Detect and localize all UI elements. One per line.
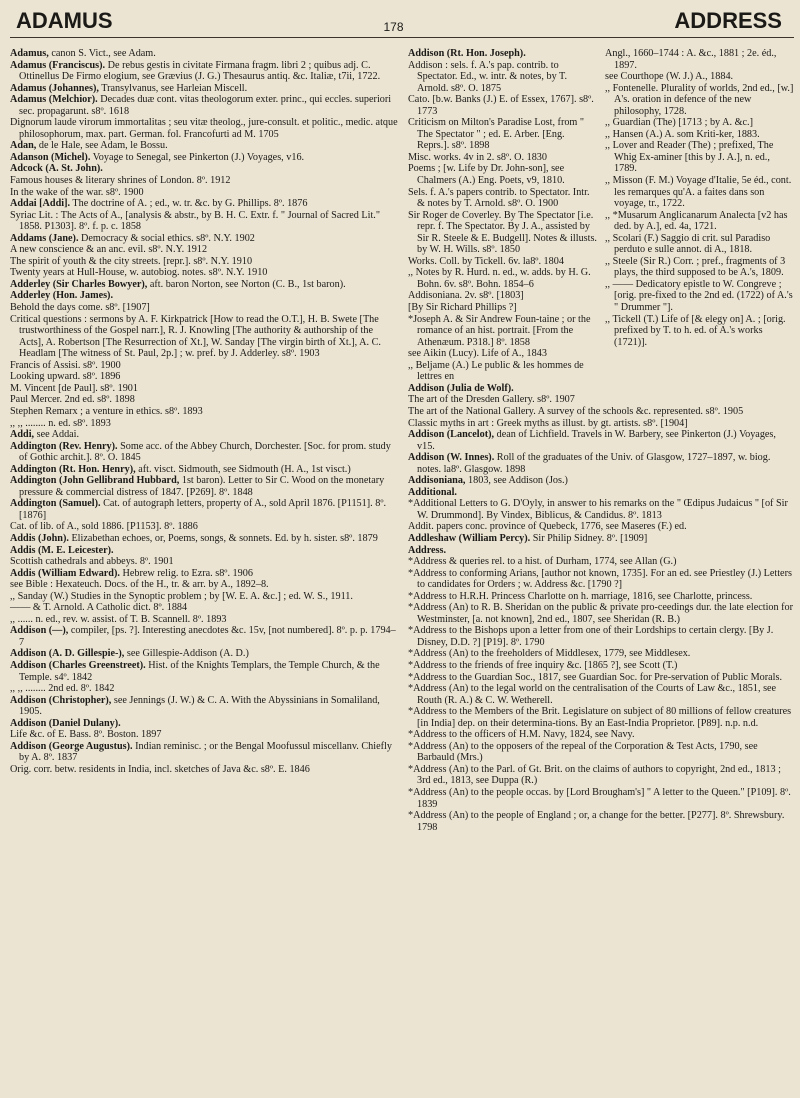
entry-heading: Adderley (Sir Charles Bowyer), bbox=[10, 278, 148, 290]
entry-text: de le Hale, see Adam, le Bossu. bbox=[36, 140, 168, 152]
entry-heading: Addison (Lancelot), bbox=[408, 429, 495, 441]
entry-text: see Addai. bbox=[34, 429, 80, 441]
entry-text: *Address (An) to the people occas. by [Lord Brougham's] " A letter to the Queen." [P109]. 8º. 1839 bbox=[408, 787, 791, 810]
entry-text: Misc. works. 4v in 2. s8º. O. 1830 bbox=[408, 151, 547, 163]
entry-text: Poems ; [w. Life by Dr. John-son], see Chalmers (A.) Eng. Poets, v9, 1810. bbox=[408, 163, 565, 187]
catalogue-entry bbox=[408, 360, 597, 383]
catalogue-entry bbox=[605, 140, 794, 175]
catalogue-entry bbox=[10, 441, 398, 464]
entry-heading: Addis (M. E. Leicester). bbox=[10, 544, 114, 556]
entry-heading: Adanson (Michel). bbox=[10, 151, 91, 163]
entry-text: *Additional Letters to G. D'Oyly, in answer to his remarks on the " Œdipus Judaicus " [of Sir W. Drummond]. By Vindex, Biblicus, & Candidus. 8º. 1813 bbox=[408, 498, 788, 521]
entry-text: ,, Guardian (The) [1713 ; by A. &c.] bbox=[605, 117, 753, 129]
catalogue-entry bbox=[408, 267, 597, 290]
catalogue-entry bbox=[10, 279, 398, 291]
catalogue-entry bbox=[10, 718, 398, 730]
catalogue-entry bbox=[605, 117, 794, 129]
entry-heading: Addison (Julia de Wolf). bbox=[408, 382, 514, 394]
catalogue-entry bbox=[408, 210, 597, 256]
entry-text: *Address (An) to the legal world on the centralisation of the Courts of Law &c., 1851, see Routh (R. A.) & C. W. Wetherell. bbox=[408, 683, 777, 706]
entry-heading: Addington (Rev. Henry). bbox=[10, 440, 118, 452]
header-page-number: 178 bbox=[383, 20, 404, 34]
catalogue-entry bbox=[408, 302, 597, 314]
entry-text: Cato. [b.w. Banks (J.) E. of Essex, 1767]. s8º. 1773 bbox=[408, 94, 594, 117]
entry-text: Paul Mercer. 2nd ed. s8º. 1898 bbox=[10, 394, 135, 406]
entry-text: The art of the National Gallery. A survey of the schools &c. represented. s8º. 1905 bbox=[408, 405, 744, 417]
catalogue-entry bbox=[10, 140, 398, 152]
entry-heading: Adamus (Johannes), bbox=[10, 82, 99, 94]
entry-heading: Addi, bbox=[10, 429, 35, 441]
catalogue-entry bbox=[605, 279, 794, 314]
entry-text: Orig. corr. betw. residents in India, incl. sketches of Java &c. s8º. E. 1846 bbox=[10, 763, 310, 775]
catalogue-entry bbox=[10, 568, 398, 580]
entry-text: Francis of Assisi. s8º. 1900 bbox=[10, 359, 121, 371]
entry-heading: Adan, bbox=[10, 140, 37, 152]
entry-text: The spirit of youth & the city streets. [repr.]. s8º. N.Y. 1910 bbox=[10, 255, 253, 267]
entry-text: *Address (An) to R. B. Sheridan on the public & private pro-ceedings dur. the late election for Westminster, [a. not known], 2nd ed., 1807, see Sheridan (R. B.) bbox=[408, 602, 794, 625]
entry-text: *Address to H.R.H. Princess Charlotte on h. marriage, 1816, see Charlotte, princess. bbox=[408, 590, 753, 602]
entry-text: see Bible : Hexateuch. Docs. of the H., tr. & arr. by A., 1892–8. bbox=[10, 579, 269, 591]
entry-heading: Addison (George Augustus). bbox=[10, 740, 133, 752]
catalogue-entry bbox=[10, 614, 398, 626]
entry-text: Addisoniana. 2v. s8º. [1803] bbox=[408, 290, 524, 302]
entry-text: Addit. papers conc. province of Quebeck, 1776, see Maseres (F.) ed. bbox=[408, 521, 687, 533]
catalogue-entry bbox=[408, 683, 794, 706]
entry-text: *Address (An) to the opposers of the repeal of the Corporation & Test Acts, 1790, see Barbauld (Mrs.) bbox=[408, 740, 758, 764]
entry-heading: Address. bbox=[408, 544, 447, 556]
catalogue-entry bbox=[10, 429, 398, 441]
left-column bbox=[10, 48, 398, 833]
catalogue-entry bbox=[605, 71, 794, 83]
entry-text: A new conscience & an anc. evil. s8º. N.Y. 1912 bbox=[10, 244, 208, 256]
catalogue-entry bbox=[10, 175, 398, 187]
entry-text: Sir Philip Sidney. 8º. [1909] bbox=[530, 532, 648, 544]
catalogue-entry bbox=[10, 556, 398, 568]
catalogue-entry bbox=[605, 256, 794, 279]
catalogue-entry bbox=[408, 60, 597, 95]
catalogue-entry bbox=[408, 418, 794, 430]
entry-heading: Addleshaw (William Percy). bbox=[408, 532, 531, 544]
entry-text: ,, Tickell (T.) Life of [& elegy on] A. ; [orig. prefixed by T. to h. ed. of A.'s works (1721)]. bbox=[605, 313, 786, 348]
catalogue-entry bbox=[408, 348, 597, 360]
entry-text: Twenty years at Hull-House, w. autobiog. notes. s8º. N.Y. 1910 bbox=[10, 267, 268, 279]
catalogue-entry bbox=[408, 452, 794, 475]
entry-text: *Address (An) to the people of England ; or, a change for the better. [P277]. 8º. Shrewsbury. 1798 bbox=[408, 810, 785, 833]
catalogue-entry bbox=[408, 660, 794, 672]
catalogue-entry bbox=[10, 695, 398, 718]
entry-heading: Addison (A. D. Gillespie-), bbox=[10, 648, 125, 660]
entry-text: Sir Roger de Coverley. By The Spectator [i.e. repr. f. The Spectator. By J. A., assisted by Sir R. Steele & E. Budgell]. Notes & illusts. by W. H. Wills. s8º. 1850 bbox=[408, 209, 597, 256]
entry-heading: Addison (Christopher), bbox=[10, 694, 112, 706]
entry-text: ,, ,, ........ n. ed. s8º. 1893 bbox=[10, 417, 111, 429]
catalogue-entry bbox=[10, 302, 398, 314]
catalogue-entry bbox=[10, 233, 398, 245]
entry-text: *Address to the Guardian Soc., 1817, see Guardian Soc. for Pre-servation of Public Morals. bbox=[408, 671, 783, 683]
catalogue-entry bbox=[605, 175, 794, 210]
entry-text: Transylvanus, see Harleian Miscell. bbox=[98, 82, 248, 94]
entry-text: ,, Lover and Reader (The) ; prefixed, The Whig Ex-aminer [this by J. A.], n. ed., 1789. bbox=[605, 140, 774, 175]
catalogue-entry bbox=[10, 406, 398, 418]
catalogue-entry bbox=[408, 545, 794, 557]
entry-text: *Address to the Members of the Brit. Legislature on subject of 80 millions of fellow creatures [in India] dep. on their determina-tions. By an East-India Proprietor. [P89]. n.p. n.d. bbox=[408, 706, 792, 729]
catalogue-entry bbox=[408, 290, 597, 302]
catalogue-entry bbox=[605, 210, 794, 233]
entry-text: see Aikin (Lucy). Life of A., 1843 bbox=[408, 348, 547, 360]
entry-text: Sels. f. A.'s papers contrib. to Spectator. Intr. & notes by T. Arnold. s8º. O. 1900 bbox=[408, 186, 590, 210]
catalogue-entry bbox=[10, 256, 398, 268]
catalogue-entry bbox=[10, 210, 398, 233]
entry-text: Behold the days come. s8º. [1907] bbox=[10, 302, 150, 314]
entry-heading: Addai [Addi]. bbox=[10, 198, 71, 210]
entry-text: Classic myths in art : Greek myths as illust. by gt. artists. s8º. [1904] bbox=[408, 417, 688, 429]
catalogue-entry bbox=[10, 244, 398, 256]
catalogue-entry bbox=[10, 94, 398, 117]
entry-text: In the wake of the war. s8º. 1900 bbox=[10, 186, 144, 198]
catalogue-entry bbox=[408, 602, 794, 625]
entry-text: Cat. of autograph letters, property of A., sold April 1876. [P1151]. 8º. [1876] bbox=[19, 498, 387, 521]
catalogue-entry bbox=[408, 648, 794, 660]
entry-text: Criticism on Milton's Paradise Lost, from " The Spectator " ; ed. E. Arber. [Eng. Reprs.]. s8º. 1898 bbox=[408, 117, 585, 152]
catalogue-entry bbox=[408, 625, 794, 648]
right-column bbox=[408, 48, 794, 833]
catalogue-entry bbox=[408, 94, 597, 117]
entry-text: ,, Fontenelle. Plurality of worlds, 2nd ed., [w.] A's. oration in defence of the new philosophy, 1728. bbox=[605, 82, 794, 117]
entry-text: ,, Scolari (F.) Saggio di crit. sul Paradiso perduto e sulle annot. di A., 1818. bbox=[605, 232, 771, 256]
running-header bbox=[10, 0, 794, 38]
catalogue-entry bbox=[10, 591, 398, 603]
entry-text: *Address to the officers of H.M. Navy, 1824, see Navy. bbox=[408, 729, 635, 741]
catalogue-entry bbox=[10, 360, 398, 372]
entry-heading: Addison (W. Innes). bbox=[408, 452, 495, 464]
catalogue-entry bbox=[10, 371, 398, 383]
entry-heading: Addisoniana, bbox=[408, 475, 466, 487]
catalogue-entry bbox=[10, 498, 398, 521]
catalogue-entry bbox=[10, 198, 398, 210]
entry-text: M. Vincent [de Paul]. s8º. 1901 bbox=[10, 382, 138, 394]
catalogue-entry bbox=[408, 48, 597, 60]
catalogue-entry bbox=[605, 48, 794, 71]
catalogue-entry bbox=[10, 533, 398, 545]
entry-text: *Address to the Bishops upon a letter from one of their Lordships to certain clergy. [By J. Disney, D.D. ?] [P19]. 8º. 1790 bbox=[408, 625, 774, 648]
entry-text: Elizabethan echoes, or, Poems, songs, & sonnets. Ed. by h. sister. s8º. 1879 bbox=[68, 532, 378, 544]
entry-text: ,, ,, ........ 2nd ed. 8º. 1842 bbox=[10, 683, 115, 695]
catalogue-entry bbox=[10, 545, 398, 557]
entry-text: The doctrine of A. ; ed., w. tr. &c. by G. Phillips. 8º. 1876 bbox=[70, 198, 308, 210]
entry-text: Decades duæ cont. vitas theologorum exter. princ., qui eccles. superiori sec. propagarunt. s8º. 1618 bbox=[19, 94, 392, 117]
entry-heading: Additional. bbox=[408, 486, 457, 498]
entry-heading: Adcock (A. St. John). bbox=[10, 163, 103, 175]
entry-text: [By Sir Richard Phillips ?] bbox=[408, 302, 517, 314]
entry-heading: Addington (John Gellibrand Hubbard, bbox=[10, 475, 180, 487]
catalogue-entry bbox=[408, 741, 794, 764]
catalogue-entry bbox=[408, 383, 794, 395]
catalogue-entry bbox=[408, 764, 794, 787]
catalogue-entry bbox=[10, 729, 398, 741]
entry-text: ,, ...... n. ed., rev. w. assist. of T. B. Scannell. 8º. 1893 bbox=[10, 613, 227, 625]
catalogue-entry bbox=[10, 764, 398, 776]
entry-text: canon S. Vict., see Adam. bbox=[48, 48, 156, 59]
catalogue-entry bbox=[605, 233, 794, 256]
entry-text: 1803, see Addison (Jos.) bbox=[465, 475, 568, 487]
entry-text: Cat. of lib. of A., sold 1886. [P1153]. 8º. 1886 bbox=[10, 521, 198, 533]
entry-text: aft. baron Norton, see Norton (C. B., 1st baron). bbox=[147, 278, 346, 290]
catalogue-entry bbox=[10, 418, 398, 430]
catalogue-entry bbox=[605, 129, 794, 141]
catalogue-entry bbox=[10, 383, 398, 395]
catalogue-entry bbox=[605, 314, 794, 349]
entry-heading: Addison (Charles Greenstreet). bbox=[10, 659, 146, 671]
entry-text: *Joseph A. & Sir Andrew Foun-taine ; or the romance of an hist. portrait. [From the Athenæum. P318.] 8º. 1858 bbox=[408, 313, 591, 348]
entry-text: Roll of the graduates of the Univ. of Glasgow, 1727–1897, w. biog. notes. la8º. Glasgow. 1898 bbox=[417, 452, 771, 475]
entry-text: see Courthope (W. J.) A., 1884. bbox=[605, 71, 734, 83]
entry-text: see Jennings (J. W.) & C. A. With the Abyssinians in Somaliland, 1905. bbox=[19, 694, 380, 718]
entry-text: *Address & queries rel. to a hist. of Durham, 1774, see Allan (G.) bbox=[408, 556, 677, 568]
catalogue-entry bbox=[10, 290, 398, 302]
catalogue-entry bbox=[408, 706, 794, 729]
catalogue-entry bbox=[10, 741, 398, 764]
entry-text: Addison : sels. f. A.'s pap. contrib. to Spectator. Ed., w. intr. & notes, by T. Arnold. s8º. O. 1875 bbox=[408, 59, 568, 94]
wide-block bbox=[408, 383, 794, 833]
entry-heading: Adamus (Melchior). bbox=[10, 94, 98, 106]
entry-text: Life &c. of E. Bass. 8º. Boston. 1897 bbox=[10, 729, 162, 741]
catalogue-entry bbox=[408, 475, 794, 487]
catalogue-entry bbox=[10, 267, 398, 279]
catalogue-entry bbox=[408, 787, 794, 810]
catalogue-entry bbox=[10, 394, 398, 406]
catalogue-entry bbox=[10, 464, 398, 476]
entry-text: —— & T. Arnold. A Catholic dict. 8º. 1884 bbox=[10, 602, 188, 614]
entry-heading: Addams (Jane). bbox=[10, 232, 79, 244]
entry-text: *Address (An) to the Parl. of Gt. Brit. on the claims of authors to copyright, 2nd ed., 1813 ; 3rd ed., 1813, see Duppa (R.) bbox=[408, 763, 781, 787]
catalogue-entry bbox=[408, 406, 794, 418]
catalogue-entry bbox=[408, 498, 794, 521]
entry-heading: Addison (Rt. Hon. Joseph). bbox=[408, 48, 526, 59]
catalogue-entry bbox=[408, 729, 794, 741]
entry-text: ,, Sanday (W.) Studies in the Synoptic problem ; by [W. E. A. &c.] ; ed. W. S., 1911. bbox=[10, 590, 353, 602]
catalogue-entry bbox=[408, 163, 597, 186]
catalogue-entry bbox=[10, 579, 398, 591]
catalogue-entry bbox=[10, 314, 398, 360]
entry-text: Some acc. of the Abbey Church, Dorchester. [Soc. for prom. study of Gothic archit.]. 8º. O. 1845 bbox=[19, 440, 391, 464]
entry-text: *Address to the friends of free inquiry &c. [1865 ?], see Scott (T.) bbox=[408, 659, 678, 671]
entry-heading: Adamus (Franciscus). bbox=[10, 59, 106, 71]
catalogue-entry bbox=[10, 683, 398, 695]
entry-text: compiler, [ps. ?]. Interesting anecdotes &c. 15v, [not numbered]. 8º. p. p. 1794–7 bbox=[19, 625, 396, 648]
entry-text: see Gillespie-Addison (A. D.) bbox=[124, 648, 249, 660]
catalogue-entry bbox=[10, 83, 398, 95]
catalogue-entry bbox=[605, 83, 794, 118]
entry-text: Angl., 1660–1744 : A. &c., 1881 ; 2e. éd., 1897. bbox=[605, 48, 777, 71]
entry-heading: Addis (John). bbox=[10, 532, 69, 544]
entry-text: De rebus gestis in civitate Firmana fragm. libri 2 ; quibus adj. C. Ottinellus De Firmo elogium, see Grævius (J. G.) Thesaurus antiq. &c. Italiæ, t7ii, 1722. bbox=[19, 59, 381, 83]
entry-text: The art of the Dresden Gallery. s8º. 1907 bbox=[408, 394, 575, 406]
mid-subcolumn bbox=[408, 48, 597, 383]
catalogue-entry bbox=[408, 117, 597, 152]
catalogue-entry bbox=[10, 117, 398, 140]
entry-text: ,, Hansen (A.) A. som Kriti-ker, 1883. bbox=[605, 128, 760, 140]
entry-text: *Address (An) to the freeholders of Middlesex, 1779, see Middlesex. bbox=[408, 648, 691, 660]
entry-text: Hist. of the Knights Templars, the Temple Church, & the Temple. s4º. 1842 bbox=[19, 659, 380, 683]
entry-text: ,, Notes by R. Hurd. n. ed., w. adds. by H. G. Bohn. 6v. s8º. Bohn. 1854–6 bbox=[408, 267, 591, 290]
catalogue-entry bbox=[408, 591, 794, 603]
catalogue-entry bbox=[408, 256, 597, 268]
entry-text: ,, *Musarum Anglicanarum Analecta [v2 has ded. by A.], ed. 4a, 1721. bbox=[605, 209, 788, 233]
entry-heading: Addis (William Edward). bbox=[10, 567, 120, 579]
catalogue-entry bbox=[408, 568, 794, 591]
entry-heading: Addington (Samuel). bbox=[10, 498, 101, 510]
catalogue-entry bbox=[10, 187, 398, 199]
entry-text: Critical questions : sermons by A. F. Kirkpatrick [How to read the O.T.], H. B. Swete [The trustworthiness of the Gospel narr.], R. J. Knowling [The authority & authorship of the Acts], A. Robertson [The Resurrection of Xt.], W. Sanday [The virgin birth of Xt.], A. C. Headlam [The witness of St. Paul, 2p.] ; w. pref. by J. Adderley. s8º. 1903 bbox=[10, 313, 381, 360]
catalogue-entry bbox=[408, 672, 794, 684]
catalogue-entry bbox=[10, 152, 398, 164]
catalogue-entry bbox=[10, 660, 398, 683]
header-right: ADDRESS bbox=[674, 8, 782, 33]
header-left: ADAMUS bbox=[16, 8, 113, 33]
entry-text: ,, Steele (Sir R.) Corr. ; pref., fragments of 3 plays, the third supposed to be A.'s, 1809. bbox=[605, 255, 786, 279]
catalogue-entry bbox=[408, 521, 794, 533]
catalogue-entry bbox=[10, 163, 398, 175]
catalogue-entry bbox=[10, 48, 398, 60]
entry-text: Dignorum laude virorum immortalitas ; seu vitæ theolog., jure-consult. et politic., medic. atque philosophorum, max. part. German. fol. Francofurti ad M. 1705 bbox=[10, 117, 398, 140]
catalogue-entry bbox=[408, 429, 794, 452]
entry-text: Works. Coll. by Tickell. 6v. la8º. 1804 bbox=[408, 255, 564, 267]
catalogue-entry bbox=[10, 475, 398, 498]
entry-text: Famous houses & literary shrines of London. 8º. 1912 bbox=[10, 175, 231, 187]
catalogue-entry bbox=[408, 810, 794, 833]
catalogue-entry bbox=[408, 533, 794, 545]
catalogue-entry bbox=[10, 602, 398, 614]
catalogue-entry bbox=[408, 314, 597, 349]
entry-text: ,, Beljame (A.) Le public & les hommes de lettres en bbox=[408, 359, 584, 383]
entry-text: ,, —— Dedicatory epistle to W. Congreve ; [orig. pre-fixed to the 2nd ed. (1722) of A.'s " Drummer "]. bbox=[605, 278, 793, 314]
entry-text: Democracy & social ethics. s8º. N.Y. 1902 bbox=[78, 232, 255, 244]
entry-text: Scottish cathedrals and abbeys. 8º. 1901 bbox=[10, 556, 174, 568]
entry-text: Stephen Remarx ; a venture in ethics. s8º. 1893 bbox=[10, 405, 203, 417]
catalogue-entry bbox=[10, 625, 398, 648]
catalogue-entry bbox=[408, 152, 597, 164]
entry-heading: Addington (Rt. Hon. Henry), bbox=[10, 463, 136, 475]
catalogue-entry bbox=[408, 394, 794, 406]
catalogue-entry bbox=[408, 187, 597, 210]
entry-text: Indian reminisc. ; or the Bengal Moofussul miscellanv. Chiefly by A. 8º. 1837 bbox=[19, 740, 392, 764]
entry-text: 1st baron). Letter to Sir C. Wood on the monetary pressure & commercial distress of 1847. [P269]. 8º. 1848 bbox=[19, 475, 385, 498]
entry-heading: Adamus, bbox=[10, 48, 49, 59]
catalogue-entry bbox=[408, 556, 794, 568]
right-subcolumn bbox=[605, 48, 794, 383]
catalogue-entry bbox=[408, 487, 794, 499]
catalogue-entry bbox=[10, 648, 398, 660]
entry-text: Hebrew relig. to Ezra. s8º. 1906 bbox=[119, 567, 253, 579]
entry-heading: Addison (Daniel Dulany). bbox=[10, 717, 121, 729]
entry-heading: Adderley (Hon. James). bbox=[10, 290, 113, 302]
entry-text: *Address to conforming Arians, [author not known, 1735]. For an ed. see Priestley (J.) Letters to candidates for Orders ; w. Address &c. [1790 ?] bbox=[408, 567, 792, 591]
entry-text: Looking upward. s8º. 1896 bbox=[10, 371, 121, 383]
entry-heading: Addison (—), bbox=[10, 625, 69, 637]
entry-text: Syriac Lit. : The Acts of A., [analysis & abstr., by B. H. C. Extr. f. " Journal of Sacred Lit." 1858. P1303]. 8º. f. p. c. 1858 bbox=[10, 209, 381, 233]
entry-text: ,, Misson (F. M.) Voyage d'Italie, 5e éd., cont. les remarques qu'A. a faites dans son voyage, tr., 1722. bbox=[605, 175, 792, 210]
catalogue-entry bbox=[10, 521, 398, 533]
entry-text: Voyage to Senegal, see Pinkerton (J.) Voyages, v16. bbox=[90, 151, 305, 163]
catalogue-entry bbox=[10, 60, 398, 83]
entry-text: aft. visct. Sidmouth, see Sidmouth (H. A., 1st visct.) bbox=[135, 463, 351, 475]
entry-text: dean of Lichfield. Travels in W. Barbery, see Pinkerton (J.) Voyages, v15. bbox=[417, 429, 776, 452]
